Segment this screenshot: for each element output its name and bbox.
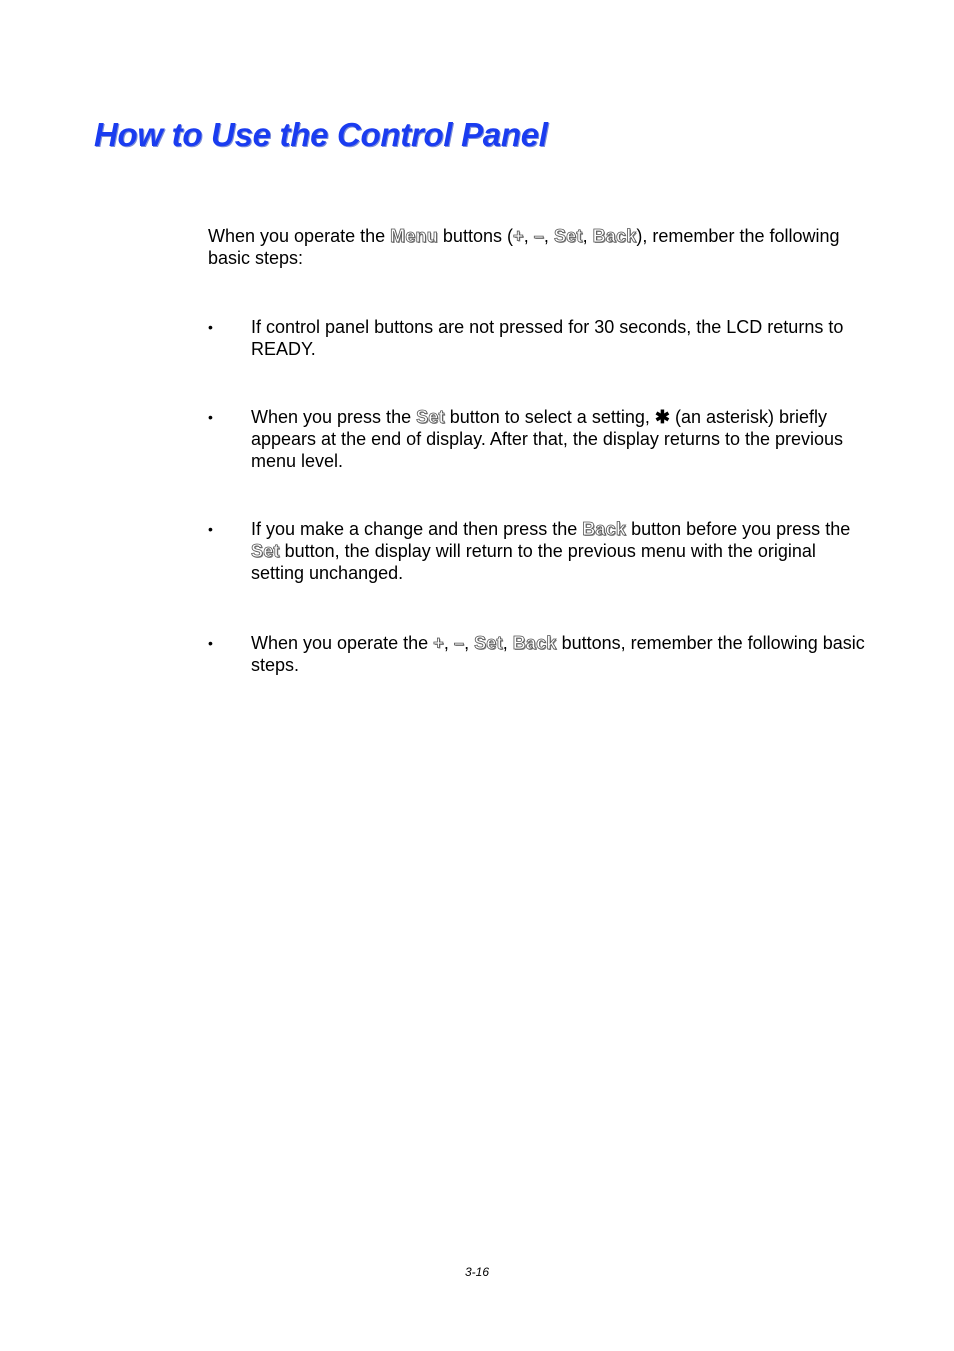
plus-button-label: + (512, 226, 524, 246)
intro-text: buttons ( (437, 226, 513, 246)
separator: , (582, 226, 593, 246)
separator: , (464, 633, 475, 653)
separator: , (502, 633, 513, 653)
list-item-text (251, 406, 868, 472)
back-button-label: Back (512, 633, 557, 653)
list-item-text-part: (an asterisk) briefly appears at the end of display. After that, the display returns to the previous menu level. (251, 407, 844, 471)
list-item-text (251, 316, 868, 360)
page-number: 3-16 (464, 1265, 490, 1279)
bullet-marker: • (208, 409, 213, 425)
separator: , (443, 633, 454, 653)
separator: , (543, 226, 554, 246)
list-item-text-part: If you make a change and then press the (251, 519, 583, 539)
menu-button-label: Menu (390, 226, 438, 246)
asterisk-icon: ✱ (654, 407, 670, 427)
back-button-label: Back (592, 226, 637, 246)
bullet-marker: • (208, 635, 213, 651)
intro-paragraph (208, 225, 848, 269)
intro-text: When you operate the (208, 226, 391, 246)
set-button-label: Set (416, 407, 445, 427)
bullet-marker: • (208, 319, 213, 335)
list-item-text-part: button to select a setting, (444, 407, 655, 427)
list-item-text-part: When you operate the (251, 633, 434, 653)
plus-button-label: + (433, 633, 444, 653)
set-button-label: Set (474, 633, 503, 653)
back-button-label: Back (582, 519, 627, 539)
page-title: How to Use the Control Panel (94, 116, 548, 153)
list-item-text (251, 518, 868, 584)
list-item-text-part: buttons, remember the following basic steps. (251, 633, 865, 675)
intro-text: ), remember the following basic steps: (208, 226, 840, 268)
minus-button-label: – (453, 633, 465, 653)
set-button-label: Set (553, 226, 583, 246)
bullet-marker: • (208, 521, 213, 537)
set-button-label: Set (251, 541, 280, 561)
minus-button-label: – (533, 226, 544, 246)
separator: , (523, 226, 534, 246)
list-item-text (251, 632, 868, 676)
list-item-text-part: If control panel buttons are not pressed for 30 seconds, the LCD returns to READY. (251, 317, 844, 359)
list-item-text-part: button before you press the (626, 519, 851, 539)
list-item-text-part: button, the display will return to the previous menu with the original setting unchanged. (251, 541, 816, 583)
list-item-text-part: When you press the (251, 407, 417, 427)
